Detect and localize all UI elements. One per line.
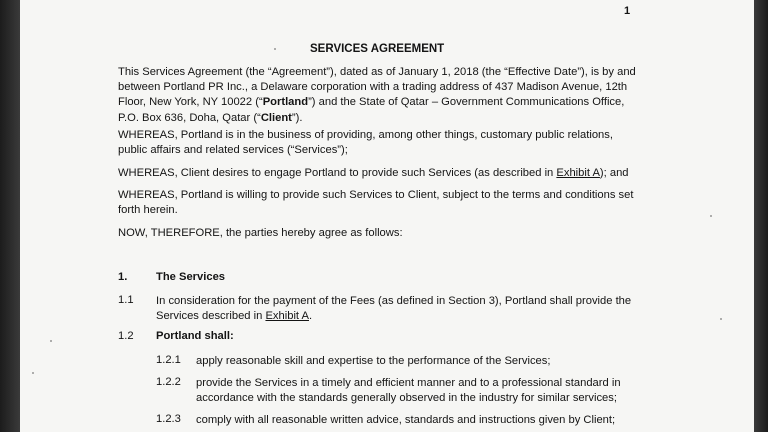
intro-line-4: P.O. Box 636, Doha, Qatar (“Client”).: [118, 111, 303, 124]
clause-1-2-3-number: 1.2.3: [156, 413, 181, 425]
clause-1-2-3-text: comply with all reasonable written advice, standards and instructions given by Client;: [196, 414, 616, 426]
whereas-3-line-1: WHEREAS, Portland is willing to provide such Services to Client, subject to the terms and conditions set: [118, 189, 634, 201]
clause-1-2-2-text: provide the Services in a timely and efficient manner and to a professional standard in accordance with the standards generally observed in the industry for similar services;: [196, 377, 621, 405]
exhibit-a-reference: Exhibit A: [556, 167, 600, 179]
clause-1-2-heading: Portland shall:: [156, 330, 234, 342]
scan-speck: [710, 215, 712, 217]
clause-1-1-text: In consideration for the payment of the Fees (as defined in Section 3), Portland shall provide the Services described in Exhibit A.: [156, 295, 632, 323]
section-1-heading: The Services: [156, 271, 226, 283]
clause-1-2-2-number: 1.2.2: [156, 376, 181, 388]
whereas-1-line-1: WHEREAS, Portland is in the business of providing, among other things, customary public relations,: [118, 129, 613, 141]
clause-1-1-number: 1.1: [118, 294, 134, 306]
scan-speck: [720, 318, 722, 320]
client-defined-term: Client: [260, 111, 292, 124]
clause-1-2-1-number: 1.2.1: [156, 354, 181, 366]
clause-1-2-1-text: apply reasonable skill and expertise to the performance of the Services;: [196, 355, 551, 367]
whereas-1-line-2: public affairs and related services (“Services”);: [118, 144, 348, 157]
scan-speck: [50, 340, 52, 342]
exhibit-a-reference: Exhibit A: [265, 310, 309, 323]
clause-1-2-number: 1.2: [118, 330, 134, 342]
scan-speck: [274, 48, 276, 50]
scan-speck: [32, 372, 34, 374]
document-page: [20, 0, 754, 432]
document-title: SERVICES AGREEMENT: [310, 43, 445, 55]
whereas-3-line-2: forth herein.: [118, 204, 178, 217]
whereas-3: [118, 188, 633, 218]
whereas-1: [118, 128, 613, 158]
right-border: [754, 0, 768, 432]
intro-line-1: This Services Agreement (the “Agreement”), dated as of January 1, 2018 (the “Effective Date”), is by and: [118, 66, 636, 78]
whereas-2: WHEREAS, Client desires to engage Portland to provide such Services (as described in Exhibit A); and: [118, 167, 629, 179]
section-1-number: 1.: [118, 271, 128, 283]
intro-line-3: Floor, New York, NY 10022 (“Portland”) and the State of Qatar – Government Communications Office,: [118, 96, 625, 109]
intro-paragraph: [118, 65, 636, 126]
portland-defined-term: Portland: [262, 96, 309, 109]
intro-line-2: between Portland PR Inc., a Delaware corporation with a trading address of 437 Madison Avenue, 12th: [118, 81, 628, 94]
now-therefore: NOW, THEREFORE, the parties hereby agree as follows:: [118, 227, 403, 239]
page-number: 1: [624, 5, 631, 17]
left-border: [0, 0, 20, 432]
